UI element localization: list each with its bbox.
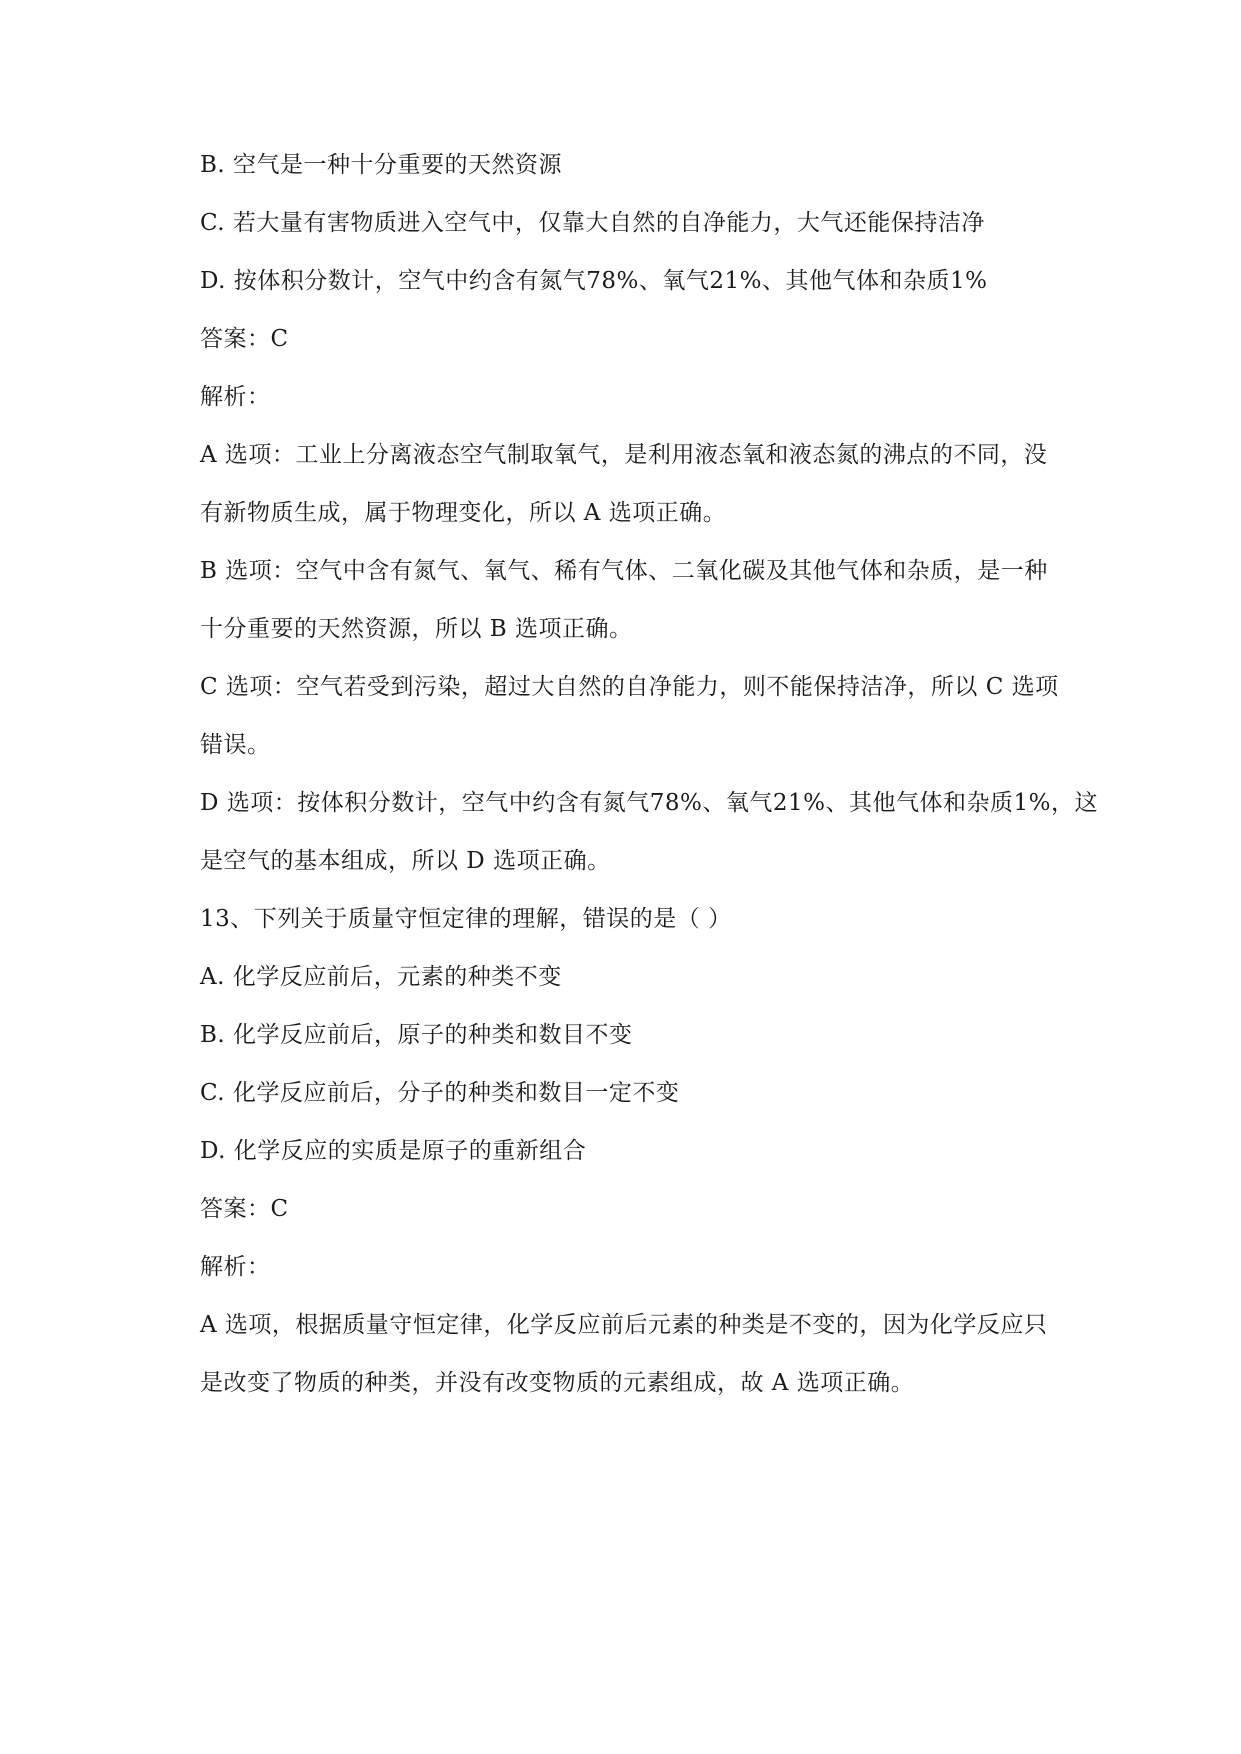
q12-option-c: C. 若大量有害物质进入空气中，仅靠大自然的自净能力，大气还能保持洁净: [200, 210, 985, 236]
q13-option-b: B. 化学反应前后，原子的种类和数目不变: [200, 1022, 633, 1048]
q12-analysis-b-line2: 十分重要的天然资源，所以 B 选项正确。: [200, 616, 633, 642]
q13-analysis-a-line1: A 选项，根据质量守恒定律，化学反应前后元素的种类是不变的，因为化学反应只: [200, 1312, 1048, 1338]
q12-analysis-c-line1: C 选项：空气若受到污染，超过大自然的自净能力，则不能保持洁净，所以 C 选项: [200, 674, 1059, 700]
q12-answer: 答案：C: [200, 326, 289, 352]
q12-analysis-d-line1: D 选项：按体积分数计，空气中约含有氮气78%、氧气21%、其他气体和杂质1%，这: [200, 790, 1098, 816]
q12-option-d: D. 按体积分数计，空气中约含有氮气78%、氧气21%、其他气体和杂质1%: [200, 268, 988, 294]
q12-analysis-label: 解析：: [200, 384, 271, 410]
q13-option-d: D. 化学反应的实质是原子的重新组合: [200, 1138, 587, 1164]
q12-analysis-c-line2: 错误。: [200, 732, 271, 758]
q12-analysis-d-line2: 是空气的基本组成，所以 D 选项正确。: [200, 848, 611, 874]
q12-option-b: B. 空气是一种十分重要的天然资源: [200, 152, 563, 178]
q12-analysis-a-line1: A 选项：工业上分离液态空气制取氧气，是利用液态氧和液态氮的沸点的不同，没: [200, 442, 1048, 468]
q13-option-a: A. 化学反应前后，元素的种类不变: [200, 964, 562, 990]
q12-analysis-a-line2: 有新物质生成，属于物理变化，所以 A 选项正确。: [200, 500, 727, 526]
q13-analysis-label: 解析：: [200, 1254, 271, 1280]
q13-question: 13、下列关于质量守恒定律的理解，错误的是（ ）: [200, 906, 732, 932]
q13-answer: 答案：C: [200, 1196, 289, 1222]
q12-analysis-b-line1: B 选项：空气中含有氮气、氧气、稀有气体、二氧化碳及其他气体和杂质，是一种: [200, 558, 1048, 584]
q13-analysis-a-line2: 是改变了物质的种类，并没有改变物质的元素组成，故 A 选项正确。: [200, 1370, 915, 1396]
q13-option-c: C. 化学反应前后，分子的种类和数目一定不变: [200, 1080, 680, 1106]
